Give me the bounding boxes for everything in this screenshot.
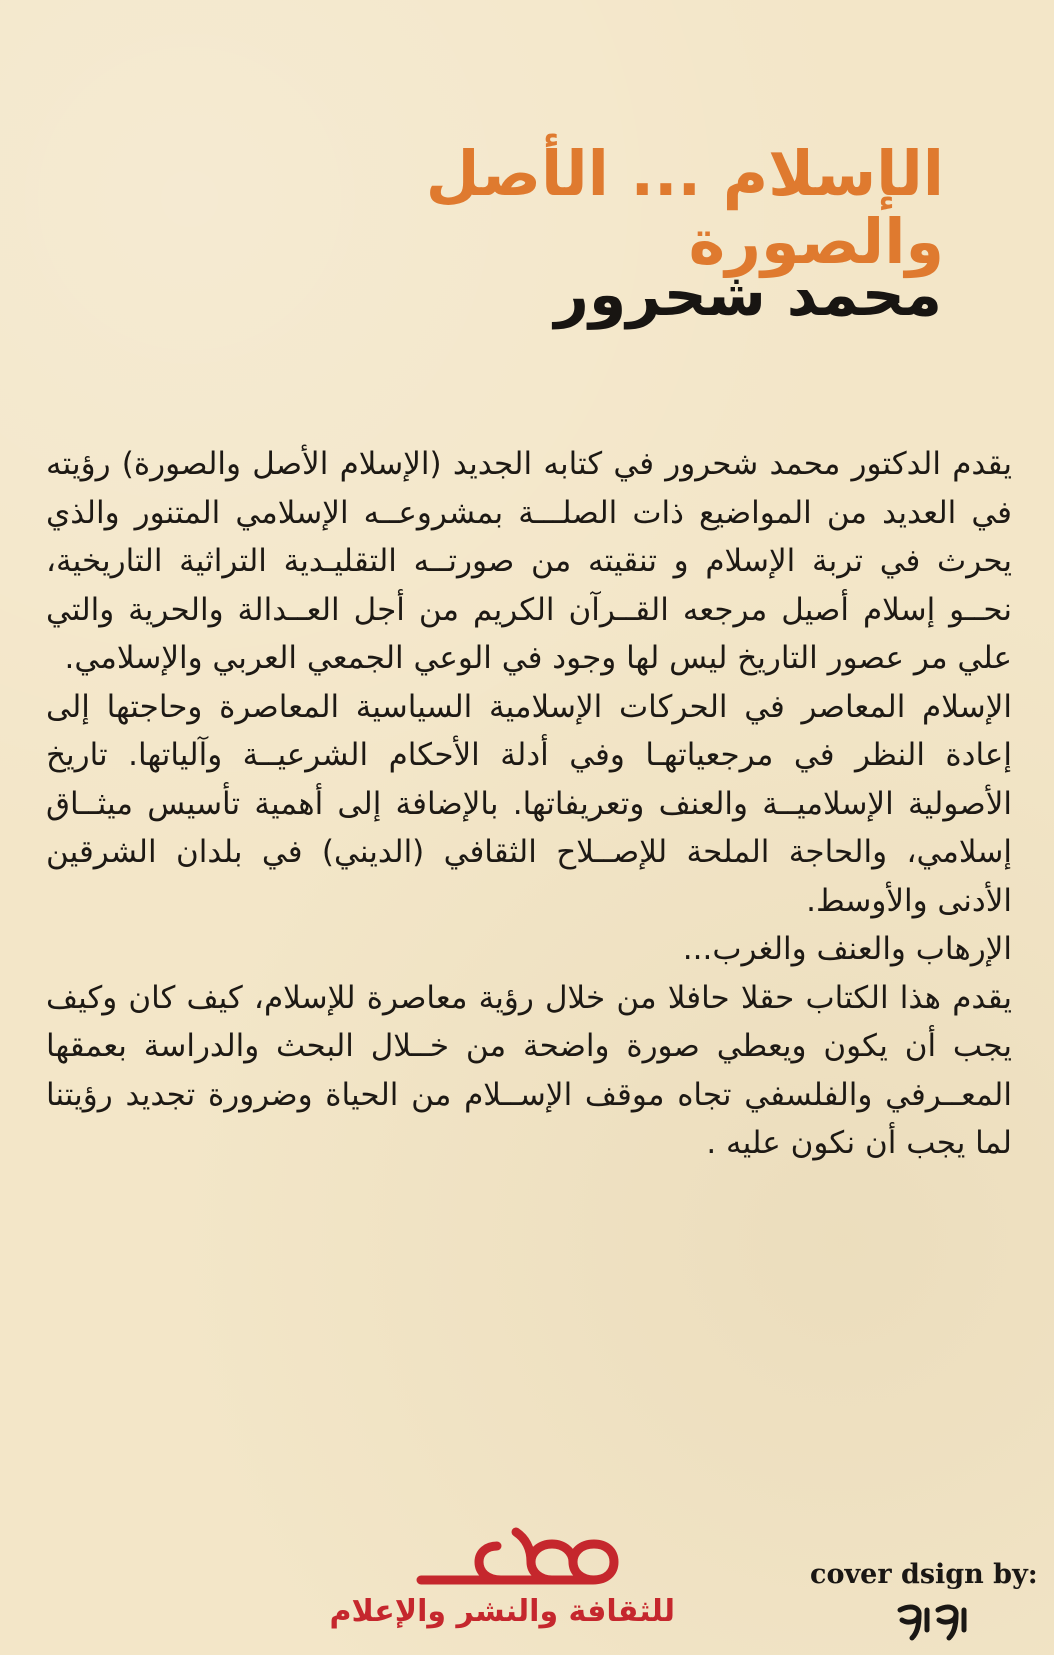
book-description [46,440,1012,1168]
author-name: محمد شحرور [554,260,942,330]
cover-design-label: cover dsign by: [810,1559,1038,1590]
description-paragraph-4: يقدم هذا الكتاب حقلا حافلا من خلال رؤية معاصرة للإسلام، كيف كان وكيف يجب أن يكون ويعطي صورة واضحة من خــلال البحث والدراسة بعمقها المعــرفي والفلسفي تجاه موقف الإســلام من الحياة وضرورة تجديد رؤيتنا لما يجب أن نكون عليه . [46,979,1012,1161]
publisher-tagline: للثقافة والنشر والإعلام [329,1594,675,1629]
publisher-logo-icon [413,1524,623,1594]
book-title: الإسلام ... الأصل والصورة [425,137,944,279]
description-paragraph-1: يقدم الدكتور محمد شحرور في كتابه الجديد (الإسلام الأصل والصورة) رؤيته في العديد من المواضيع ذات الصلـــة بمشروعــه الإسلامي المتنور والذي يحرث في تربة الإسلام و تنقيته من صورتــه التقليـدية التراثية التاريخية، نحــو إسلام أصيل مرجعه القــرآن الكريم من أجل العــدالة والحرية والتي علي مر عصور التاريخ ليس لها وجود في الوعي الجمعي العربي والإسلامي. [46,446,1012,676]
description-paragraph-2: الإسلام المعاصر في الحركات الإسلامية السياسية المعاصرة وحاجتها إلى إعادة النظر في مرجعياتهـا وفي أدلة الأحكام الشرعيــة وآلياتها. تاريخ الأصولية الإسلاميــة والعنف وتعريفاتها. بالإضافة إلى أهمية تأسيس ميثــاق إسلامي، والحاجة الملحة للإصــلاح الثقافي (الديني) في بلدان الشرقين الأدنى والأوسط. [46,688,1012,919]
cover-design-credit [810,1559,1038,1642]
publisher-block [329,1520,675,1640]
description-paragraph-3: الإرهاب والعنف والغرب... [682,931,1012,967]
designer-signature-icon [894,1600,974,1642]
